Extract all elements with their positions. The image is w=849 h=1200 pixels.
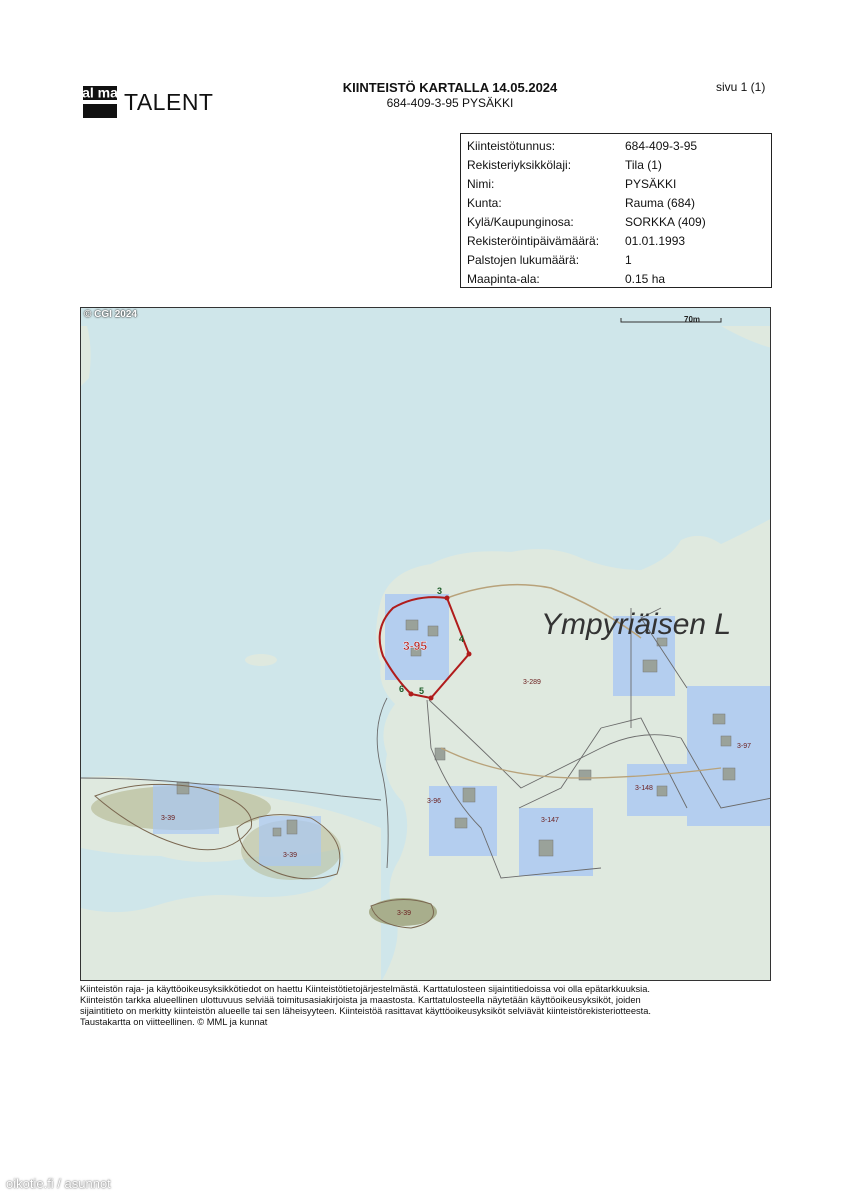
building-area — [687, 686, 771, 826]
islet — [317, 950, 357, 966]
info-key: Kiinteistötunnus: — [467, 138, 556, 153]
point-label: 4 — [459, 634, 465, 644]
info-value: Tila (1) — [625, 157, 662, 172]
parcel-label: 3-39 — [283, 852, 298, 859]
logo-mark-top: al ma — [82, 84, 118, 101]
info-value: 1 — [625, 252, 632, 267]
building — [713, 714, 725, 724]
info-row — [467, 193, 765, 212]
info-row — [467, 231, 765, 250]
building — [406, 620, 418, 630]
parcel-label: 3-148 — [635, 785, 653, 792]
building — [539, 840, 553, 856]
logo-text: TALENT — [124, 88, 214, 115]
info-value: 0.15 ha — [625, 271, 666, 286]
parcel-label: 3-96 — [427, 798, 442, 805]
place-name-label: Ympyriäisen L — [541, 608, 732, 641]
parcel-label: 3-39 — [161, 815, 176, 822]
point-label: 3 — [437, 586, 443, 596]
disclaimer-line: Kiinteistön tarkka alueellinen ulottuvuus selviää toimitusasiakirjoista ja maastosta. Karttatulosteella näytetään käyttöoikeusyksiköt, joiden — [80, 995, 641, 1005]
islet — [201, 938, 261, 958]
info-row — [467, 136, 765, 155]
point-label: 5 — [419, 686, 425, 696]
parcel-label: 3-97 — [737, 743, 752, 750]
building — [463, 788, 475, 802]
page-title: KIINTEISTÖ KARTALLA 14.05.2024 — [342, 80, 558, 95]
building — [428, 626, 438, 636]
building — [177, 782, 189, 794]
map-copyright: © CGI 2024 — [84, 309, 137, 320]
building — [287, 820, 297, 834]
property-info-table — [460, 133, 772, 288]
info-row — [467, 250, 765, 269]
info-key: Nimi: — [467, 176, 495, 191]
info-value: 01.01.1993 — [625, 233, 686, 248]
info-value: 684-409-3-95 — [625, 138, 698, 153]
info-row — [467, 155, 765, 174]
info-row — [467, 174, 765, 193]
parcel-label: 3-39 — [397, 910, 412, 917]
alma-logo-mark — [82, 84, 118, 120]
info-key: Rekisteriyksikkölaji: — [467, 157, 572, 172]
boundary-point — [409, 692, 414, 697]
info-value: SORKKA (409) — [625, 214, 706, 229]
info-key: Rekisteröintipäivämäärä: — [467, 233, 600, 248]
parcel-label-main: 3-95 — [403, 639, 428, 653]
info-value: Rauma (684) — [625, 195, 696, 210]
parcel-label: 3-147 — [541, 817, 559, 824]
disclaimer-text — [80, 984, 770, 1028]
alma-talent-logo — [82, 84, 222, 120]
info-key: Kunta: — [467, 195, 502, 210]
building — [643, 660, 657, 672]
page-subtitle: 684-409-3-95 PYSÄKKI — [386, 96, 514, 110]
point-label: 6 — [399, 684, 405, 694]
boundary-point — [445, 596, 450, 601]
parcel-label: 3-289 — [523, 679, 541, 686]
info-key: Maapinta-ala: — [467, 271, 540, 286]
info-row — [467, 212, 765, 231]
disclaimer-line: Kiinteistön raja- ja käyttöoikeusyksikkötiedot on haettu Kiinteistötietojärjestelmästä. Karttatulosteen sijaintitiedoissa voi olla epätarkkuuksia. — [80, 984, 650, 994]
page-number: sivu 1 (1) — [716, 80, 766, 94]
building — [455, 818, 467, 828]
property-map[interactable] — [80, 307, 771, 981]
disclaimer-line: sijaintitieto on merkitty kiinteistön alueelle tai sen läheisyyteen. Kiinteistöä rasittavat käyttöoikeusyksiköt selviävät kiinteistörekisteriotteesta. — [80, 1006, 651, 1016]
building — [723, 768, 735, 780]
building — [721, 736, 731, 746]
info-row — [467, 269, 765, 288]
info-key: Palstojen lukumäärä: — [467, 252, 580, 267]
map-canvas — [81, 308, 771, 981]
building — [657, 786, 667, 796]
islet — [245, 654, 277, 666]
disclaimer-line: Taustakartta on viitteellinen. © MML ja kunnat — [80, 1017, 268, 1027]
info-key: Kylä/Kaupunginosa: — [467, 214, 574, 229]
islet — [96, 964, 146, 980]
info-value: PYSÄKKI — [625, 176, 677, 191]
source-watermark: oikotie.fi / asunnot — [6, 1176, 111, 1191]
boundary-point — [467, 652, 472, 657]
building — [273, 828, 281, 836]
scale-label: 70m — [684, 315, 701, 324]
boundary-point — [429, 696, 434, 701]
